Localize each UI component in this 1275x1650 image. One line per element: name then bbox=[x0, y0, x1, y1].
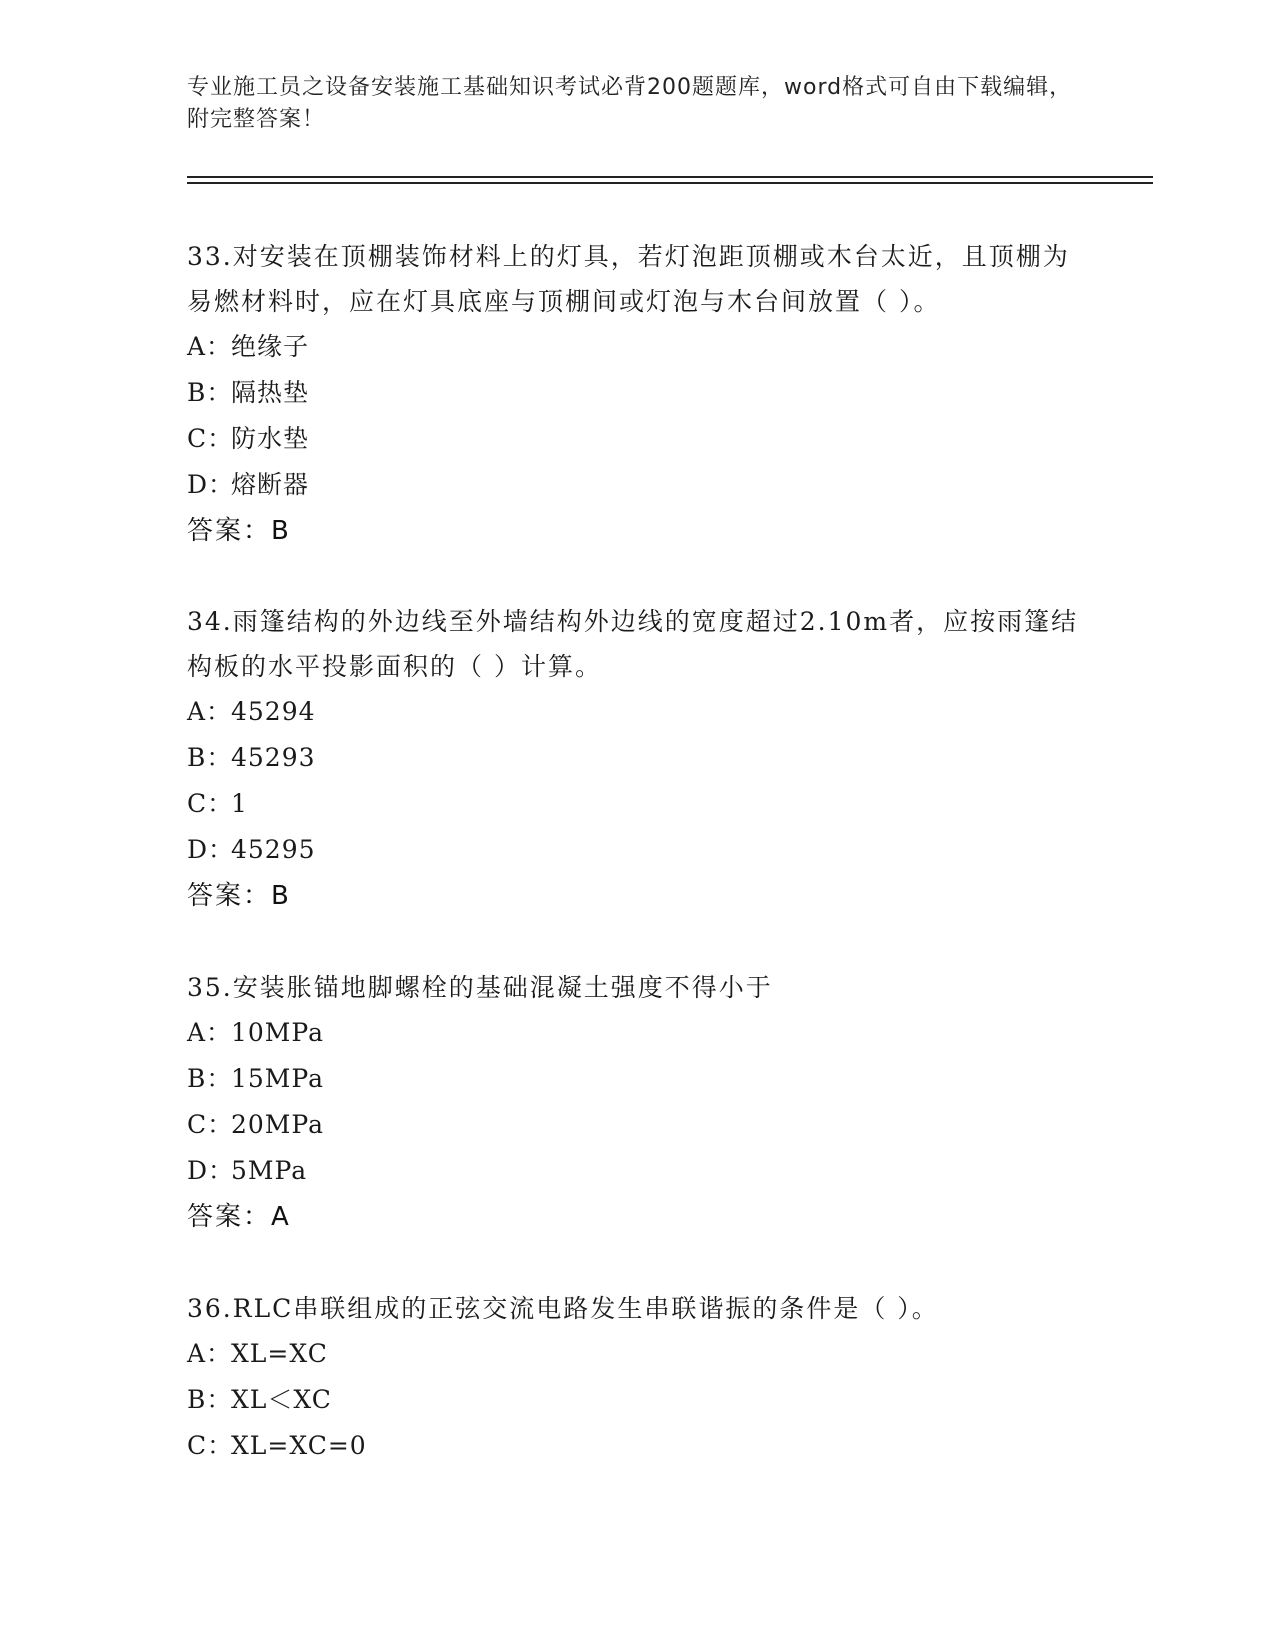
option-text: 熔断器 bbox=[231, 470, 310, 499]
option-letter: D： bbox=[187, 470, 235, 499]
option-a bbox=[187, 1331, 1087, 1377]
question-34 bbox=[187, 599, 1087, 919]
option-letter: D： bbox=[187, 1156, 235, 1185]
question-33 bbox=[187, 234, 1087, 554]
answer-line: 答案：B bbox=[187, 516, 291, 546]
option-text: XL=XC bbox=[231, 1339, 328, 1368]
option-a bbox=[187, 1010, 1087, 1056]
option-text: 20MPa bbox=[231, 1110, 325, 1139]
option-letter: C： bbox=[187, 1431, 234, 1460]
option-letter: D： bbox=[187, 835, 235, 864]
question-35 bbox=[187, 965, 1087, 1240]
document-header: 专业施工员之设备安装施工基础知识考试必背200题题库，word格式可自由下载编辑，附完整答案！ bbox=[187, 75, 1073, 132]
option-c bbox=[187, 1423, 1087, 1469]
option-text: 15MPa bbox=[231, 1064, 325, 1093]
option-text: 绝缘子 bbox=[231, 332, 310, 361]
option-text: 5MPa bbox=[231, 1156, 308, 1185]
option-letter: B： bbox=[187, 743, 233, 772]
option-text: XL=XC=0 bbox=[231, 1431, 367, 1460]
option-b bbox=[187, 735, 1087, 781]
header-divider-top bbox=[187, 176, 1153, 178]
option-letter: C： bbox=[187, 1110, 234, 1139]
option-letter: B： bbox=[187, 1385, 233, 1414]
option-letter: C： bbox=[187, 424, 234, 453]
option-c bbox=[187, 781, 1087, 827]
question-stem: 36.RLC串联组成的正弦交流电路发生串联谐振的条件是（ ）。 bbox=[187, 1294, 939, 1323]
option-text: 隔热垫 bbox=[231, 378, 310, 407]
question-stem: 33.对安装在顶棚装饰材料上的灯具，若灯泡距顶棚或木台太近，且顶棚为易燃材料时，应在灯具底座与顶棚间或灯泡与木台间放置（ ）。 bbox=[187, 242, 1070, 316]
option-b bbox=[187, 1377, 1087, 1423]
question-stem: 34.雨篷结构的外边线至外墙结构外边线的宽度超过2.10m者，应按雨篷结构板的水平投影面积的（ ）计算。 bbox=[187, 607, 1079, 681]
question-36 bbox=[187, 1286, 1087, 1469]
option-d bbox=[187, 462, 1087, 508]
option-text: 1 bbox=[231, 789, 248, 818]
option-b bbox=[187, 370, 1087, 416]
option-c bbox=[187, 1102, 1087, 1148]
header-divider-bottom bbox=[187, 182, 1153, 184]
option-letter: A： bbox=[187, 1339, 233, 1368]
option-letter: A： bbox=[187, 697, 233, 726]
option-letter: B： bbox=[187, 378, 233, 407]
option-text: 45293 bbox=[231, 743, 316, 772]
option-text: 防水垫 bbox=[231, 424, 310, 453]
option-letter: A： bbox=[187, 1018, 233, 1047]
option-letter: B： bbox=[187, 1064, 233, 1093]
answer-line: 答案：B bbox=[187, 881, 291, 911]
option-text: 45294 bbox=[231, 697, 316, 726]
option-c bbox=[187, 416, 1087, 462]
answer-line: 答案：A bbox=[187, 1202, 291, 1232]
option-text: XL＜XC bbox=[231, 1385, 332, 1414]
option-d bbox=[187, 1148, 1087, 1194]
question-stem: 35.安装胀锚地脚螺栓的基础混凝土强度不得小于 bbox=[187, 973, 773, 1002]
option-b bbox=[187, 1056, 1087, 1102]
option-letter: A： bbox=[187, 332, 233, 361]
option-a bbox=[187, 324, 1087, 370]
option-letter: C： bbox=[187, 789, 234, 818]
option-text: 45295 bbox=[231, 835, 316, 864]
option-text: 10MPa bbox=[231, 1018, 325, 1047]
option-a bbox=[187, 689, 1087, 735]
option-d bbox=[187, 827, 1087, 873]
